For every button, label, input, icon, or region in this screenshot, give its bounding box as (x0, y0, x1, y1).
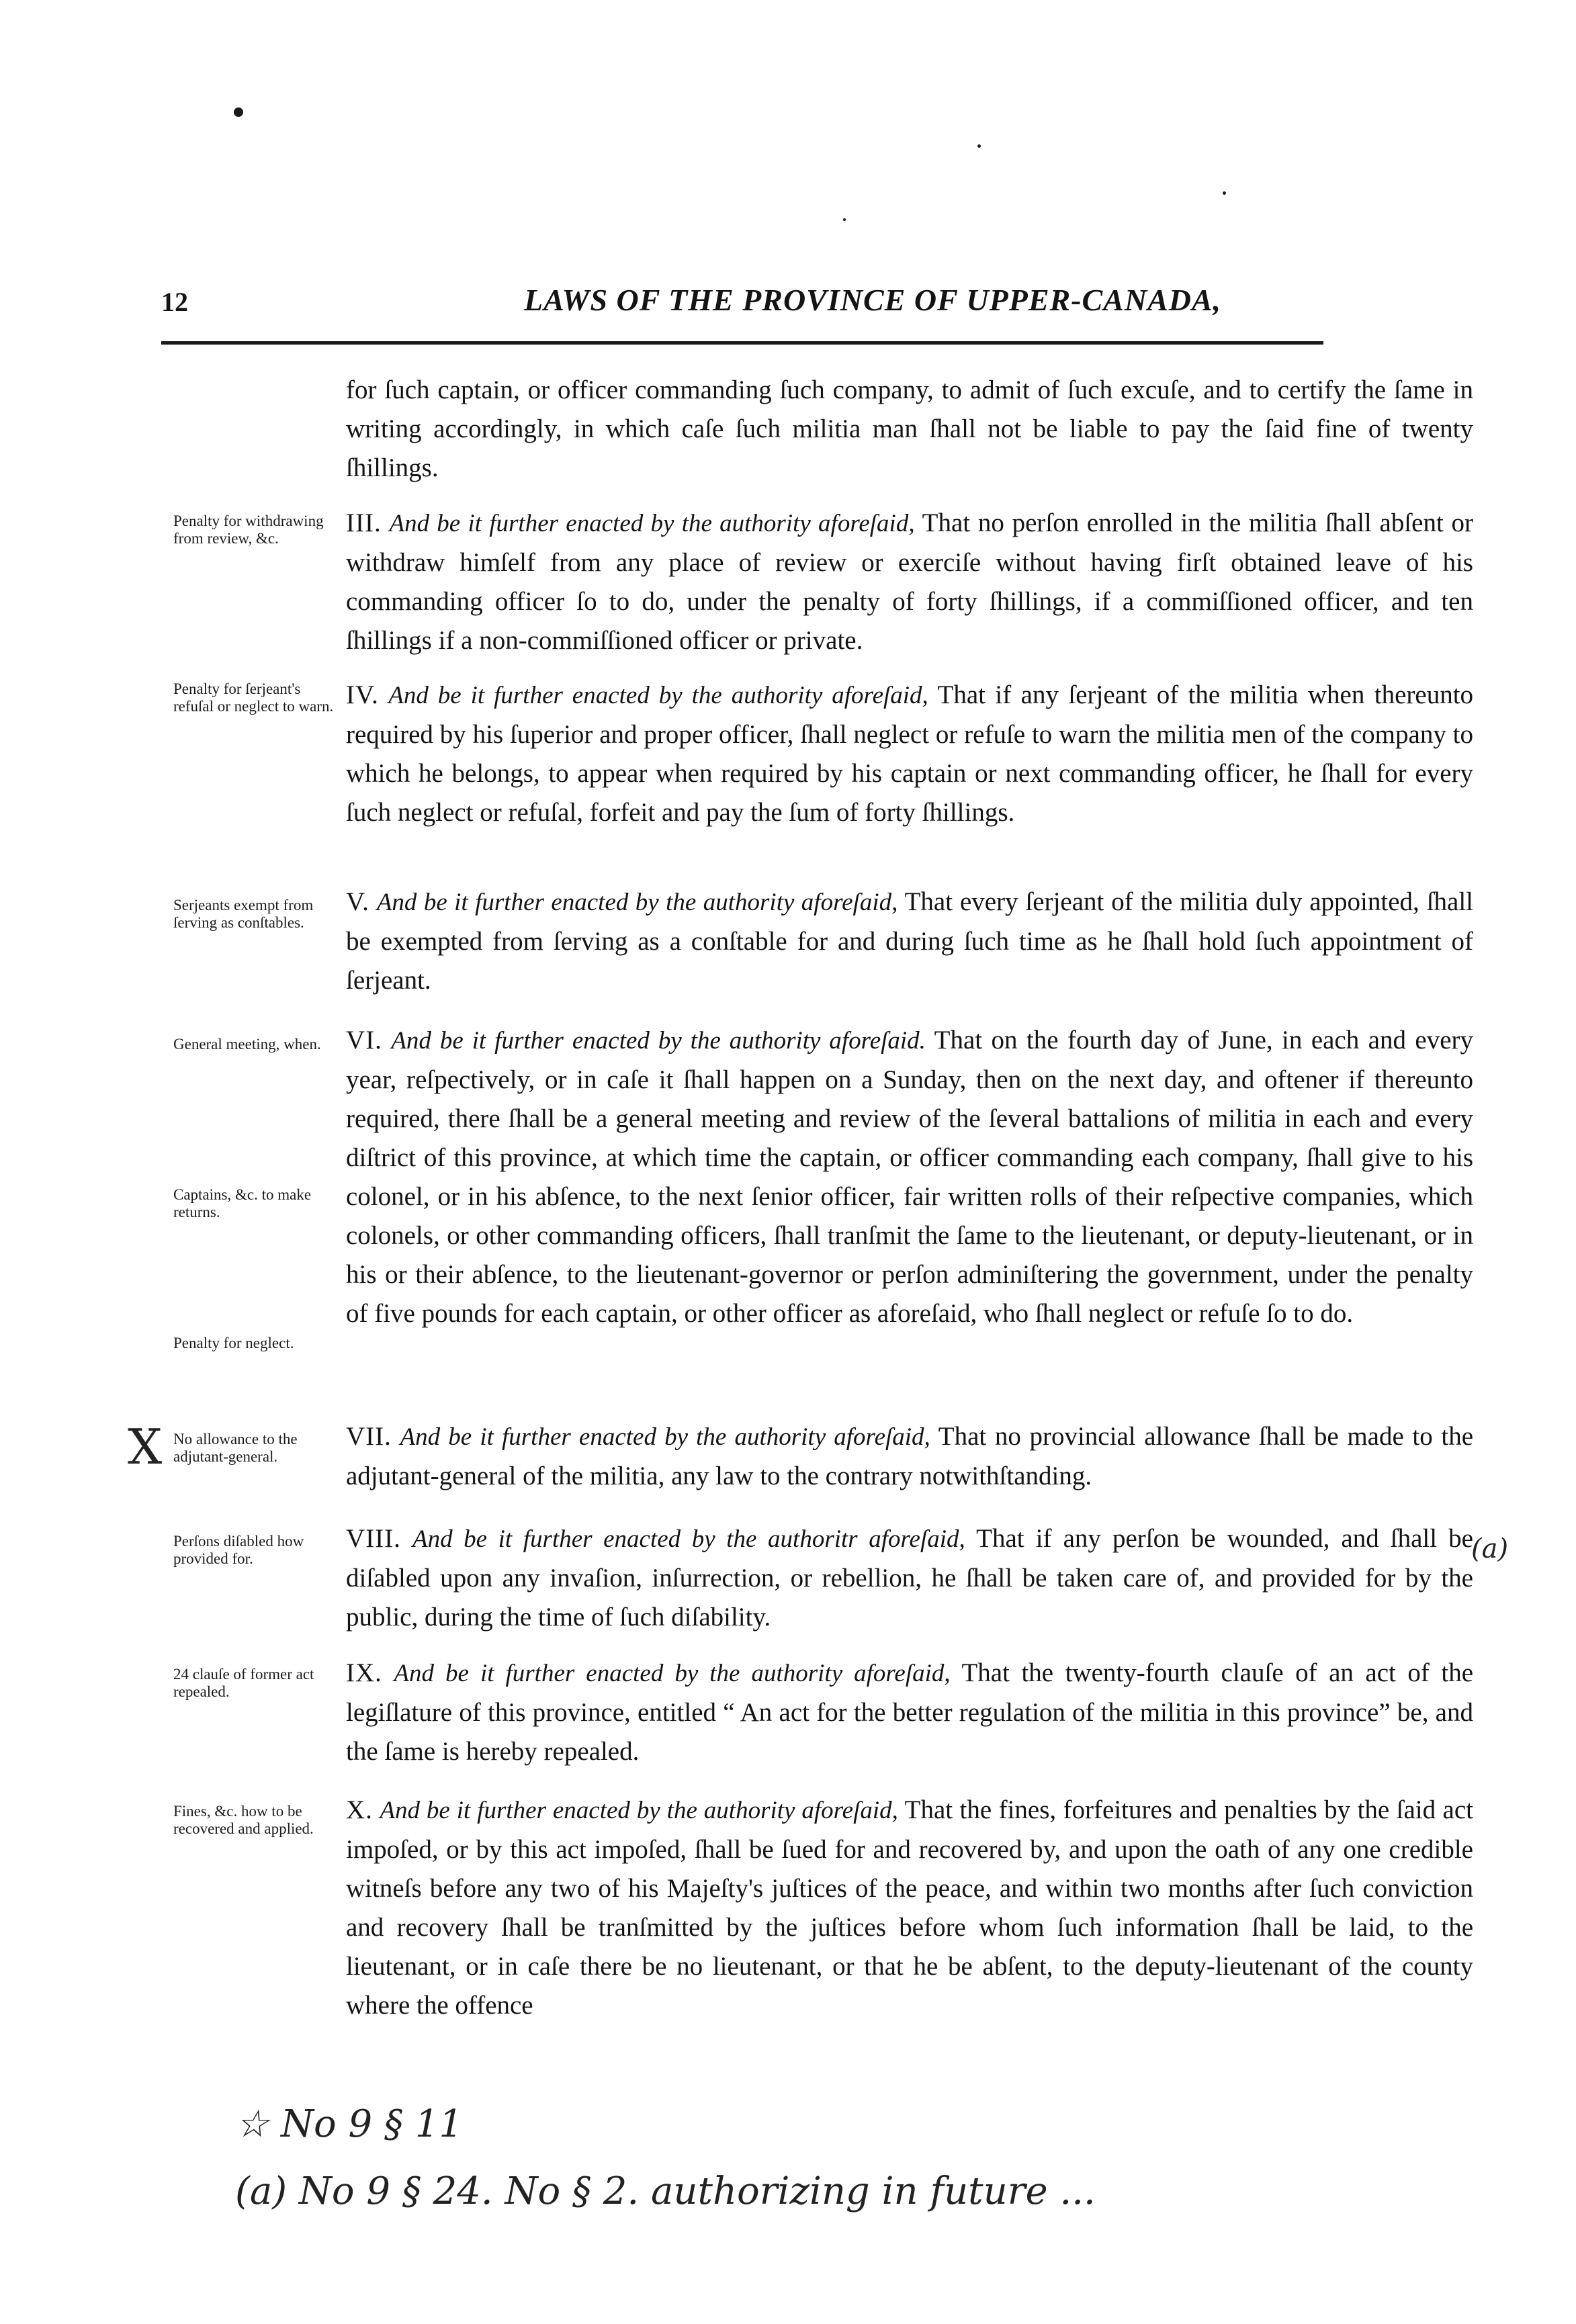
section-VI (346, 1021, 1473, 1333)
ink-speck (1223, 191, 1226, 195)
enacting-clause: And be it further enacted by the authoritr aforeſaid, (412, 1525, 965, 1553)
enacting-clause: And be it further enacted by the authority aforeſaid. (391, 1027, 926, 1055)
section-III (346, 504, 1473, 660)
page-number: 12 (161, 287, 188, 317)
enacting-clause: And be it further enacted by the authority aforeſaid, (388, 682, 928, 709)
margin-note: Fines, &c. how to be recovered and applied. (173, 1803, 314, 1837)
section-IV (346, 676, 1473, 832)
section-text: That the fines, forfeitures and penalties by the ſaid act impoſed, or by this act impoſed, ſhall be ſued for and recovered by, and upon the oath of any one credible witneſs before any two of his Majeſty's juſtices of the peace, and within two months after ſuch conviction and recovery ſhall be tranſmitted by the juſtices before whom ſuch information ſhall be laid, to the lieutenant, or in caſe there be no lieutenant, or that he be abſent, to the deputy-lieutenant of the county where the offence (346, 1795, 1473, 2020)
section-IX (346, 1654, 1473, 1771)
enacting-clause: And be it further enacted by the authority aforeſaid, (400, 1423, 930, 1451)
enacting-clause: And be it further enacted by the authority aforeſaid, (389, 510, 915, 537)
section-text: That if any ſerjeant of the militia when thereunto required by his ſuperior and proper officer, ſhall neglect or refuſe to warn the militia men of the company to which he belongs, to appear when required by his captain or next commanding officer, he ſhall for every ſuch neglect or refuſal, forfeit and pay the ſum of forty ſhillings. (346, 680, 1474, 827)
section-text: That on the fourth day of June, in each and every year, reſpectively, or in caſe it ſhall happen on a Sunday, then on the next day, and oftener if thereunto required, there ſhall be a general meeting and review of the ſeveral battalions of militia in each and every diſtrict of this province, at which time the captain, or officer commanding each company, ſhall give to his colonel, or in his abſence, to the next ſenior officer, fair written rolls of their reſpective companies, which colonels, or other commanding officers, ſhall tranſmit the ſame to the lieutenant, or deputy-lieutenant, or in his or their abſence, to the lieutenant-governor or perſon adminiſtering the government, under the penalty of five pounds for each captain, or other officer as aforeſaid, who ſhall neglect or refuſe ſo to do. (346, 1026, 1474, 1328)
continuation-paragraph (346, 371, 1473, 488)
paragraph-text: for ſuch captain, or officer commanding ſuch company, to admit of ſuch excuſe, and to certify the ſame in writing accordingly, in which caſe ſuch militia man ſhall not be liable to pay the ſaid fine of twenty ſhillings. (346, 375, 1473, 482)
section-VIII (346, 1519, 1473, 1637)
section-V (346, 883, 1473, 1000)
section-numeral: VII. (346, 1422, 392, 1451)
section-X (346, 1791, 1473, 2025)
section-numeral: VI. (346, 1026, 382, 1055)
handwritten-note-1: ☆ No 9 § 11 (235, 2102, 464, 2146)
handwritten-a-mark: (a) (1471, 1533, 1509, 1564)
handwritten-x-mark: X (128, 1419, 163, 1475)
enacting-clause: And be it further enacted by the authority aforeſaid, (394, 1660, 951, 1687)
section-numeral: IX. (346, 1658, 382, 1687)
section-numeral: VIII. (346, 1524, 401, 1553)
margin-note: Penalty for ſerjeant's refuſal or neglect to warn. (173, 680, 334, 715)
margin-note: 24 clauſe of former act repealed. (173, 1666, 314, 1700)
enacting-clause: And be it further enacted by the authority aforeſaid, (380, 1797, 898, 1824)
enacting-clause: And be it further enacted by the authority aforeſaid, (376, 889, 898, 916)
section-text: That the twenty-fourth clauſe of an act of the legiſlature of this province, entitled “ An act for the better regulation of the militia in this province” be, and the ſame is hereby repealed. (346, 1658, 1474, 1766)
margin-note: General meeting, when. (173, 1036, 321, 1053)
section-text: That if any perſon be wounded, and ſhall be diſabled upon any invaſion, inſurrection, or rebellion, he ſhall be taken care of, and provided for by the public, during the time of ſuch diſability. (346, 1524, 1473, 1632)
handwritten-note-2: (a) No 9 § 24. No § 2. authorizing in future ... (235, 2170, 1096, 2213)
section-numeral: X. (346, 1795, 373, 1824)
section-VII (346, 1417, 1473, 1496)
ink-speck (843, 218, 846, 221)
section-text: That no perſon enrolled in the militia ſhall abſent or withdraw himſelf from any place of review or exerciſe without having firſt obtained leave of his commanding officer ſo to do, under the penalty of forty ſhillings, if a commiſſioned officer, and ten ſhillings if a non-commiſſioned officer or private. (346, 508, 1474, 655)
margin-note: Penalty for withdrawing from review, &c. (173, 512, 324, 547)
margin-note: Penalty for neglect. (173, 1335, 294, 1351)
section-numeral: III. (346, 508, 382, 537)
section-text: That no provincial allowance ſhall be made to the adjutant-general of the militia, any law to the contrary notwithſtanding. (346, 1422, 1474, 1490)
ink-speck (977, 144, 981, 148)
margin-note: Serjeants exempt from ſerving as conſtables. (173, 897, 314, 931)
section-numeral: V. (346, 887, 369, 916)
margin-note: No allowance to the adjutant-general. (173, 1431, 298, 1465)
section-numeral: IV. (346, 680, 379, 709)
header-rule (161, 341, 1323, 345)
margin-note: Perſons diſabled how provided for. (173, 1533, 304, 1567)
section-text: That every ſerjeant of the militia duly appointed, ſhall be exempted from ſerving as a conſtable for and during ſuch time as he ſhall hold ſuch appointment of ſerjeant. (346, 887, 1474, 995)
margin-note: Captains, &c. to make returns. (173, 1186, 312, 1220)
running-head: LAWS OF THE PROVINCE OF UPPER-CANADA, (524, 283, 1222, 317)
ink-speck (234, 107, 243, 117)
